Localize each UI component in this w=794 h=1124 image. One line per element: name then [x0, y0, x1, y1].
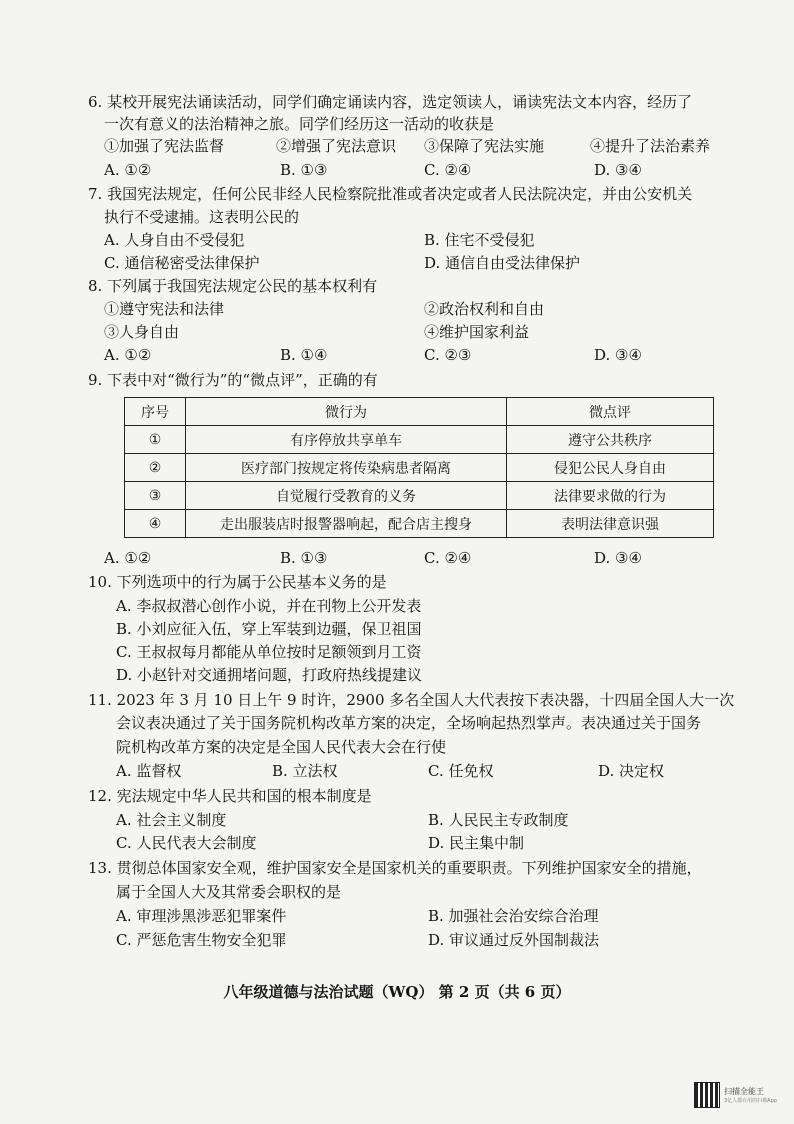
q13-option-d: D. 审议通过反外国制裁法	[428, 931, 600, 949]
q9-table	[124, 397, 714, 538]
q6-stem-line1: 6. 某校开展宪法诵读活动，同学们确定诵读内容，选定领读人，诵读宪法文本内容，经历了	[88, 93, 693, 111]
q12-stem: 12. 宪法规定中华人民共和国的根本制度是	[88, 787, 372, 805]
q9-table-header	[125, 398, 714, 426]
watermark-sublabel: 3亿人都在用的扫描App	[724, 1098, 777, 1104]
q6-option-d: D. ③④	[594, 161, 642, 179]
watermark-label: 扫描全能王	[724, 1087, 764, 1096]
q9-cell-comment: 法律要求做的行为	[507, 482, 714, 510]
q7-option-d: D. 通信自由受法律保护	[424, 254, 581, 272]
q7-option-a: A. 人身自由不受侵犯	[104, 231, 245, 249]
q13-stem-line2: 属于全国人大及其常委会职权的是	[116, 883, 342, 901]
q11-stem-line1: 11. 2023 年 3 月 10 日上午 9 时许，2900 多名全国人大代表按下表决器，十四届全国人大一次	[88, 691, 735, 709]
q10-stem: 10. 下列选项中的行为属于公民基本义务的是	[88, 573, 387, 591]
q10-option-a: A. 李叔叔潜心创作小说，并在刊物上公开发表	[116, 597, 422, 615]
q11-stem-line3: 院机构改革方案的决定是全国人民代表大会在行使	[116, 738, 447, 756]
q9-cell-behavior: 走出服装店时报警器响起，配合店主搜身	[186, 510, 507, 538]
q9-cell-comment: 遵守公共秩序	[507, 426, 714, 454]
q12-option-b: B. 人民民主专政制度	[428, 811, 569, 829]
table-row	[125, 426, 714, 454]
table-row	[125, 454, 714, 482]
q8-item-2: ②政治权利和自由	[424, 300, 545, 318]
q9-stem: 9. 下表中对“微行为”的“微点评”，正确的有	[88, 371, 378, 389]
q6-stem-line2: 一次有意义的法治精神之旅。同学们经历这一活动的收获是	[104, 115, 495, 133]
q9-option-a: A. ①②	[104, 549, 152, 567]
q9-cell-index: ②	[125, 454, 186, 482]
q9-cell-comment: 侵犯公民人身自由	[507, 454, 714, 482]
q13-option-b: B. 加强社会治安综合治理	[428, 907, 599, 925]
q9-header-behavior: 微行为	[186, 398, 507, 426]
q11-option-a: A. 监督权	[116, 762, 182, 780]
q6-item-3: ③保障了宪法实施	[424, 137, 545, 155]
q12-option-d: D. 民主集中制	[428, 834, 525, 852]
q10-option-d: D. 小赵针对交通拥堵问题，打政府热线提建议	[116, 666, 423, 684]
q6-item-4: ④提升了法治素养	[590, 137, 711, 155]
q6-item-2: ②增强了宪法意识	[276, 137, 397, 155]
q11-option-c: C. 任免权	[428, 762, 494, 780]
q12-option-c: C. 人民代表大会制度	[116, 834, 257, 852]
q13-option-c: C. 严惩危害生物安全犯罪	[116, 931, 287, 949]
q6-option-b: B. ①③	[280, 161, 328, 179]
q8-item-4: ④维护国家利益	[424, 323, 530, 341]
q6-item-1: ①加强了宪法监督	[104, 137, 225, 155]
q9-cell-behavior: 有序停放共享单车	[186, 426, 507, 454]
q8-option-b: B. ①④	[280, 346, 328, 364]
qr-code-icon	[694, 1082, 720, 1108]
q8-stem: 8. 下列属于我国宪法规定公民的基本权利有	[88, 277, 378, 295]
q11-option-b: B. 立法权	[272, 762, 338, 780]
q11-option-d: D. 决定权	[598, 762, 665, 780]
q9-cell-behavior: 自觉履行受教育的义务	[186, 482, 507, 510]
q7-stem-line1: 7. 我国宪法规定，任何公民非经人民检察院批准或者决定或者人民法院决定，并由公安机关	[88, 185, 693, 203]
q12-option-a: A. 社会主义制度	[116, 811, 227, 829]
page-footer: 八年级道德与法治试题（WQ） 第 2 页（共 6 页）	[223, 983, 571, 1001]
q8-option-c: C. ②③	[424, 346, 472, 364]
q6-option-a: A. ①②	[104, 161, 152, 179]
q6-option-c: C. ②④	[424, 161, 472, 179]
q13-stem-line1: 13. 贯彻总体国家安全观，维护国家安全是国家机关的重要职责。下列维护国家安全的措施，	[88, 859, 702, 877]
q9-cell-behavior: 医疗部门按规定将传染病患者隔离	[186, 454, 507, 482]
table-row	[125, 482, 714, 510]
q9-header-index: 序号	[125, 398, 186, 426]
q13-option-a: A. 审理涉黑涉恶犯罪案件	[116, 907, 287, 925]
q11-stem-line2: 会议表决通过了关于国务院机构改革方案的决定，全场响起热烈掌声。表决通过关于国务	[116, 714, 702, 732]
q9-option-c: C. ②④	[424, 549, 472, 567]
q10-option-b: B. 小刘应征入伍，穿上军装到边疆，保卫祖国	[116, 620, 422, 638]
q9-cell-comment: 表明法律意识强	[507, 510, 714, 538]
q8-item-3: ③人身自由	[104, 323, 180, 341]
q7-option-b: B. 住宅不受侵犯	[424, 231, 535, 249]
q8-option-a: A. ①②	[104, 346, 152, 364]
q8-option-d: D. ③④	[594, 346, 642, 364]
q9-cell-index: ①	[125, 426, 186, 454]
table-row	[125, 510, 714, 538]
scanner-watermark	[694, 1082, 790, 1108]
q9-header-comment: 微点评	[507, 398, 714, 426]
q9-cell-index: ③	[125, 482, 186, 510]
q7-stem-line2: 执行不受逮捕。这表明公民的	[104, 208, 300, 226]
q9-option-d: D. ③④	[594, 549, 642, 567]
q8-item-1: ①遵守宪法和法律	[104, 300, 225, 318]
q7-option-c: C. 通信秘密受法律保护	[104, 254, 260, 272]
q10-option-c: C. 王叔叔每月都能从单位按时足额领到月工资	[116, 643, 422, 661]
q9-cell-index: ④	[125, 510, 186, 538]
q9-option-b: B. ①③	[280, 549, 328, 567]
